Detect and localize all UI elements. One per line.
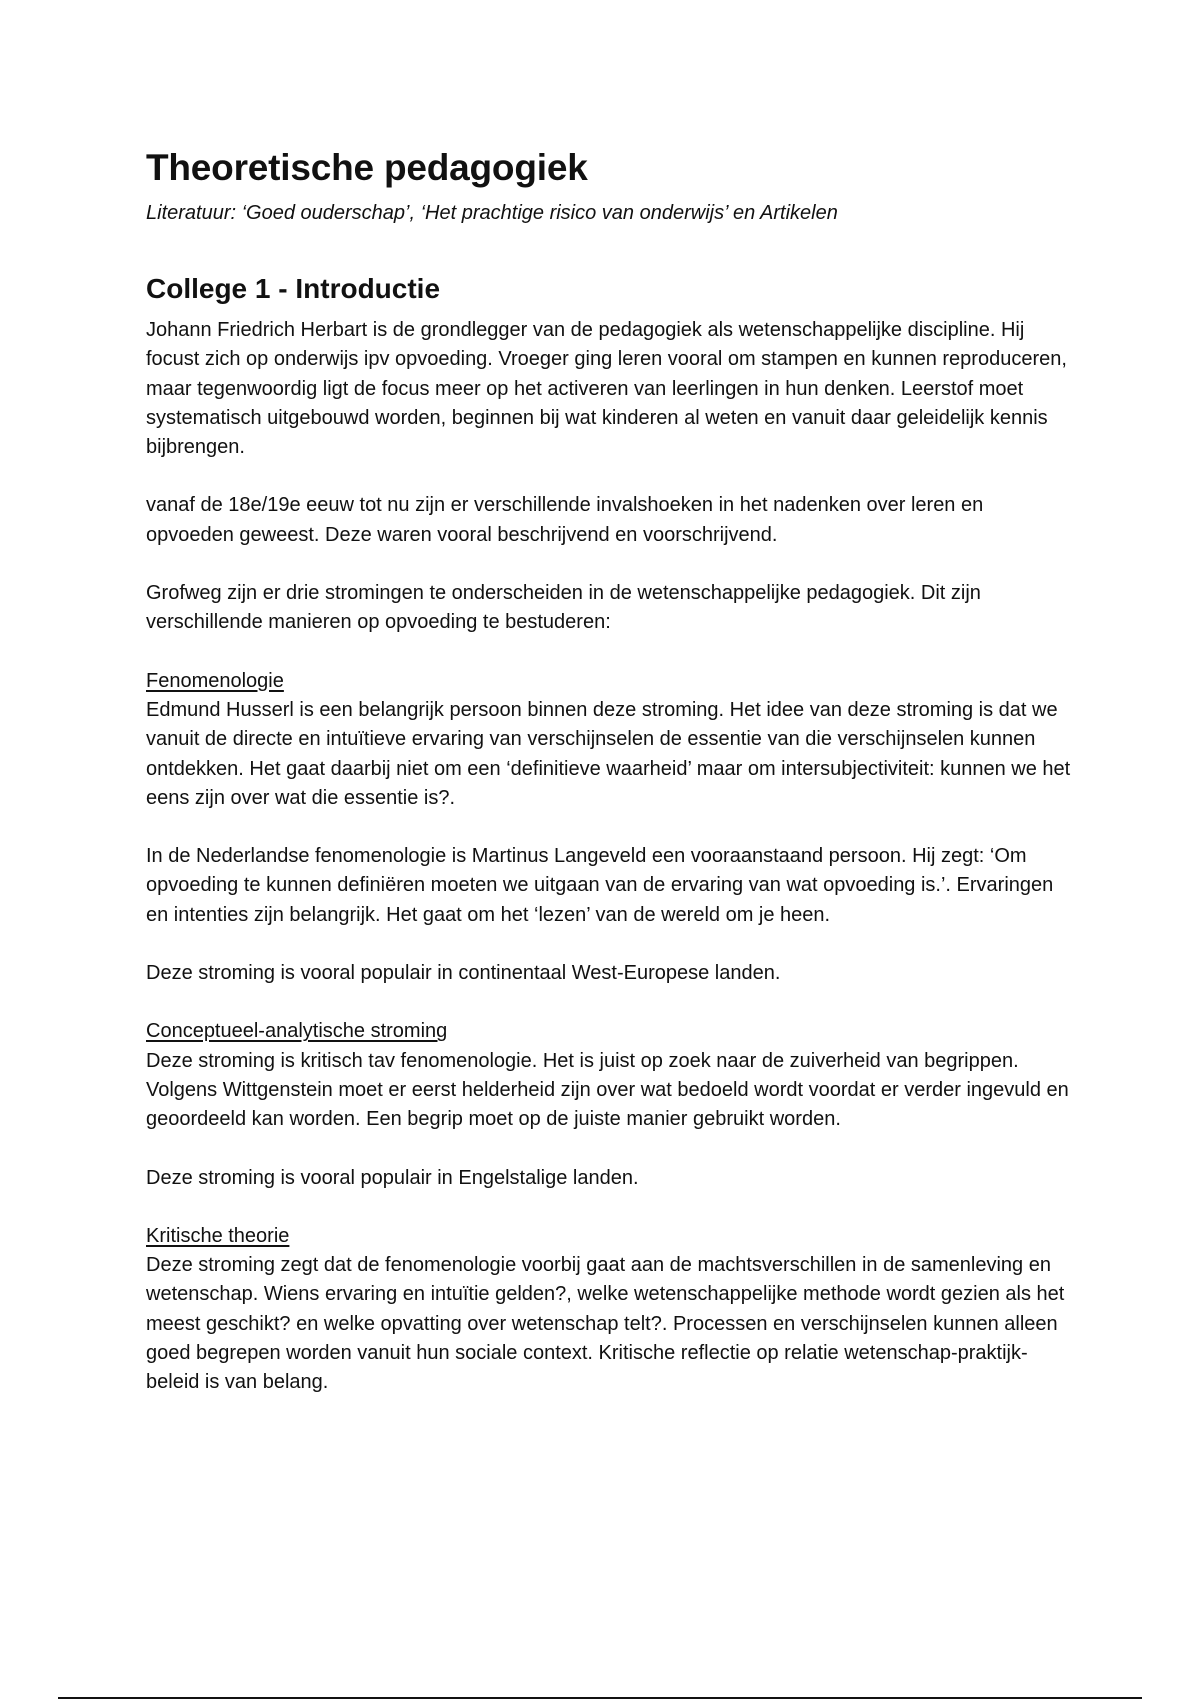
heading-kritische-theorie: Kritische theorie	[146, 1224, 290, 1247]
intro-paragraph-stromingen: Grofweg zijn er drie stromingen te onderscheiden in de wetenschappelijke pedagogiek. Dit zijn verschillende manieren op opvoeding te bestuderen:	[146, 582, 981, 634]
intro-paragraph-herbart: Johann Friedrich Herbart is de grondlegger van de pedagogiek als wetenschappelijke discipline. Hij focust zich op onderwijs ipv opvoeding. Vroeger ging leren vooral om stampen en kunnen reproduceren, maar tegenwoordig ligt de focus meer op het activeren van leerlingen in hun denken. Leerstof moet systematisch uitgebouwd worden, beginnen bij wat kinderen al weten en vanuit daar geleidelijk kennis bijbrengen.	[146, 319, 1067, 459]
conceptueel-paragraph-2: Deze stroming is vooral populair in Engelstalige landen.	[146, 1166, 639, 1189]
document-title: Theoretische pedagogiek	[146, 147, 588, 188]
literature-subtitle: Literatuur: ‘Goed ouderschap’, ‘Het prachtige risico van onderwijs’ en Artikelen	[146, 202, 838, 224]
fenomenologie-paragraph-2: In de Nederlandse fenomenologie is Martinus Langeveld een vooraanstaand persoon. Hij zegt: ‘Om opvoeding te kunnen definiëren moeten we uitgaan van de ervaring van wat opvoeding is.’. Ervaringen en intenties zijn belangrijk. Het gaat om het ‘lezen’ van de wereld om je heen.	[146, 845, 1054, 926]
intro-paragraph-history: vanaf de 18e/19e eeuw tot nu zijn er verschillende invalshoeken in het nadenken over leren en opvoeden geweest. Deze waren vooral beschrijvend en voorschrijvend.	[146, 494, 984, 546]
fenomenologie-paragraph-1: Edmund Husserl is een belangrijk persoon binnen deze stroming. Het idee van deze stroming is dat we vanuit de directe en intuïtieve ervaring van verschijnselen de essentie van die verschijnselen kunnen ontdekken. Het gaat daarbij niet om een ‘definitieve waarheid’ maar om intersubjectiviteit: kunnen we het eens zijn over wat die essentie is?.	[146, 698, 1071, 809]
heading-conceptueel-analytisch: Conceptueel-analytische stroming	[146, 1020, 448, 1043]
fenomenologie-paragraph-3: Deze stroming is vooral populair in continentaal West-Europese landen.	[146, 962, 781, 985]
heading-fenomenologie: Fenomenologie	[146, 669, 284, 692]
kritische-paragraph-1: Deze stroming zegt dat de fenomenologie voorbij gaat aan de machtsverschillen in de samenleving en wetenschap. Wiens ervaring en intuïtie gelden?, welke wetenschappelijke methode wordt gezien als het meest geschikt? en welke opvatting over wetenschap telt?. Processen en verschijnselen kunnen alleen goed begrepen worden vanuit hun sociale context. Kritische reflectie op relatie wetenschap-praktijk-beleid is van belang.	[146, 1254, 1065, 1394]
conceptueel-paragraph-1: Deze stroming is kritisch tav fenomenologie. Het is juist op zoek naar de zuiverheid van begrippen. Volgens Wittgenstein moet er eerst helderheid zijn over wat bedoeld wordt voordat er verder ingevuld en geoordeeld kan worden. Een begrip moet op de juiste manier gebruikt worden.	[146, 1049, 1069, 1131]
section-title-college-1: College 1 - Introductie	[146, 273, 441, 304]
page-bottom-divider	[58, 1697, 1142, 1699]
document-page	[146, 146, 1076, 1398]
